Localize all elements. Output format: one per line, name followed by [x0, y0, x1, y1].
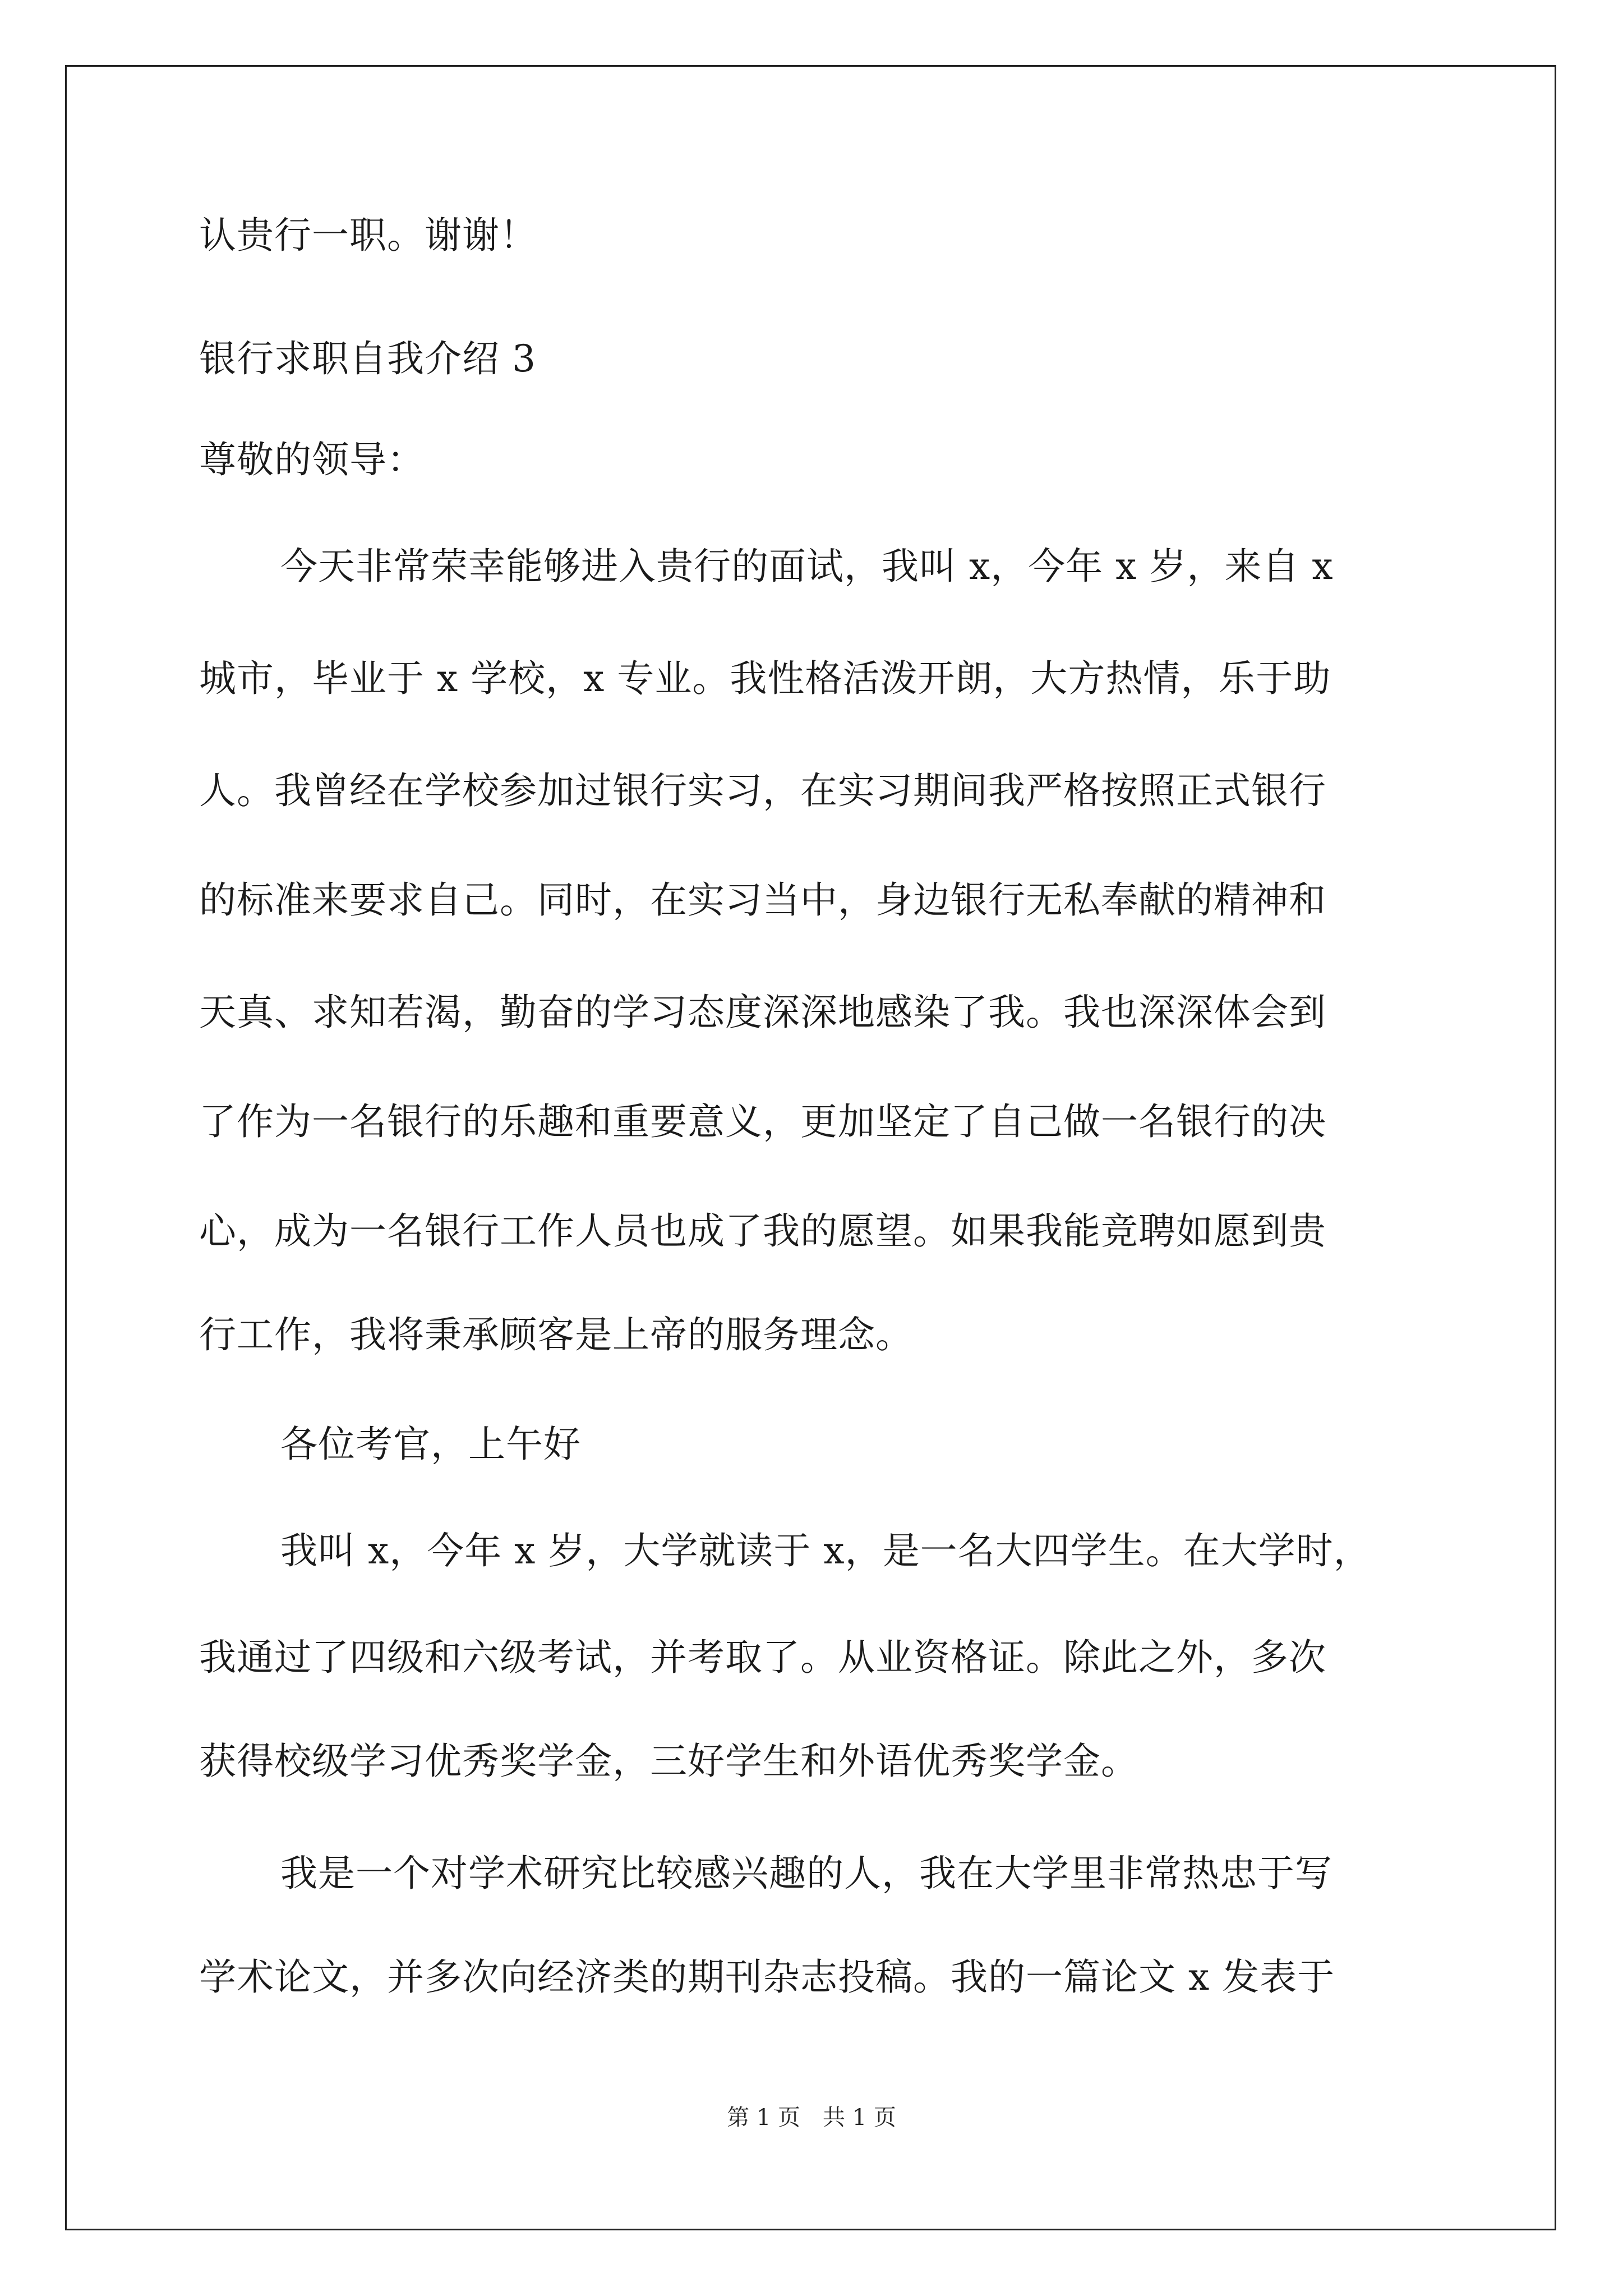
- paragraph-line: 我叫 x，今年 x 岁，大学就读于 x，是一名大四学生。在大学时，: [280, 1529, 1371, 1572]
- page-footer: 第 1 页 共 1 页: [727, 2105, 896, 2131]
- paragraph-line: 我是一个对学术研究比较感兴趣的人，我在大学里非常热忠于写: [280, 1852, 1332, 1895]
- section-heading: 银行求职自我介绍 3: [199, 337, 536, 380]
- paragraph-line: 获得校级学习优秀奖学金，三好学生和外语优秀奖学金。: [199, 1740, 1138, 1783]
- paragraph-line: 我通过了四级和六级考试，并考取了。从业资格证。除此之外，多次: [199, 1636, 1326, 1679]
- paragraph-line: 心，成为一名银行工作人员也成了我的愿望。如果我能竞聘如愿到贵: [199, 1209, 1326, 1253]
- salutation: 尊敬的领导：: [199, 438, 425, 481]
- paragraph-line: 了作为一名银行的乐趣和重要意义，更加坚定了自己做一名银行的决: [199, 1100, 1326, 1143]
- paragraph-line: 城市，毕业于 x 学校，x 专业。我性格活泼开朗，大方热情，乐于助: [199, 657, 1331, 700]
- paragraph-line: 今天非常荣幸能够进入贵行的面试，我叫 x，今年 x 岁，来自 x: [280, 545, 1334, 588]
- text-line-closing: 认贵行一职。谢谢！: [199, 214, 537, 257]
- paragraph-line: 人。我曾经在学校参加过银行实习，在实习期间我严格按照正式银行: [199, 769, 1326, 812]
- paragraph-line: 行工作，我将秉承顾客是上帝的服务理念。: [199, 1313, 913, 1356]
- paragraph-line: 的标准来要求自己。同时，在实习当中，身边银行无私奉献的精神和: [199, 878, 1326, 922]
- greeting-line: 各位考官，上午好: [280, 1423, 581, 1466]
- paragraph-line: 学术论文，并多次向经济类的期刊杂志投稿。我的一篇论文 x 发表于: [199, 1955, 1335, 1999]
- page-border: [65, 65, 1556, 2230]
- paragraph-line: 天真、求知若渴，勤奋的学习态度深深地感染了我。我也深深体会到: [199, 991, 1326, 1034]
